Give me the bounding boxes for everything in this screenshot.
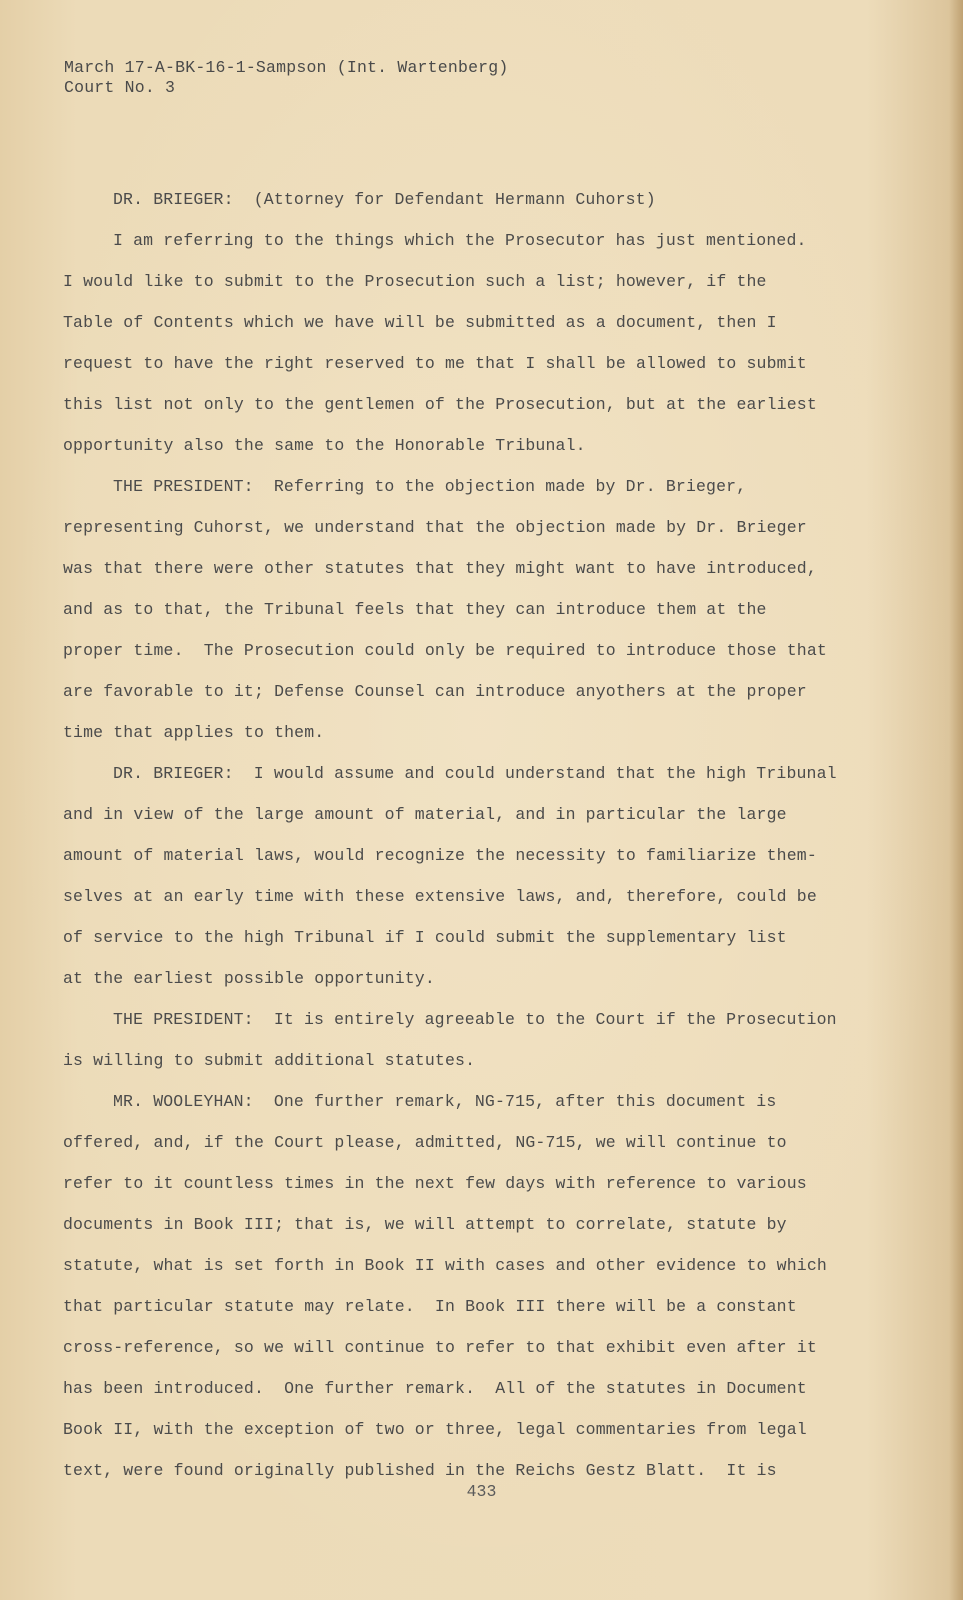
transcript-line: is willing to submit additional statutes. [63,1051,476,1070]
transcript-line: THE PRESIDENT: Referring to the objection made by Dr. Brieger, [113,477,747,496]
transcript-line: proper time. The Prosecution could only be required to introduce those that [63,641,827,660]
transcript-line: opportunity also the same to the Honorable Tribunal. [63,436,586,455]
transcript-line: was that there were other statutes that they might want to have introduced, [63,559,817,578]
transcript-line: representing Cuhorst, we understand that the objection made by Dr. Brieger [63,518,807,537]
transcript-line: I am referring to the things which the Prosecutor has just mentioned. [113,231,807,250]
transcript-line: cross-reference, so we will continue to refer to that exhibit even after it [63,1338,817,1357]
transcript-line: at the earliest possible opportunity. [63,969,435,988]
page-number: 433 [466,1482,497,1501]
transcript-line: of service to the high Tribunal if I could submit the supplementary list [63,928,787,947]
transcript-line: this list not only to the gentlemen of the Prosecution, but at the earliest [63,395,817,414]
transcript-line: I would like to submit to the Prosecution such a list; however, if the [63,272,767,291]
transcript-body [63,179,923,1491]
transcript-line: statute, what is set forth in Book II with cases and other evidence to which [63,1256,827,1275]
transcript-line: offered, and, if the Court please, admitted, NG-715, we will continue to [63,1133,787,1152]
transcript-line: documents in Book III; that is, we will attempt to correlate, statute by [63,1215,787,1234]
transcript-line: Book II, with the exception of two or three, legal commentaries from legal [63,1420,807,1439]
transcript-line: Table of Contents which we have will be submitted as a document, then I [63,313,777,332]
transcript-line: and in view of the large amount of material, and in particular the large [63,805,787,824]
transcript-line: time that applies to them. [63,723,325,742]
transcript-line: DR. BRIEGER: I would assume and could understand that the high Tribunal [113,764,837,783]
document-header [64,58,508,98]
transcript-line: THE PRESIDENT: It is entirely agreeable to the Court if the Prosecution [113,1010,837,1029]
page-edge-shadow [949,0,963,1600]
transcript-line: and as to that, the Tribunal feels that they can introduce them at the [63,600,767,619]
transcript-line: text, were found originally published in the Reichs Gestz Blatt. It is [63,1461,777,1480]
transcript-line: are favorable to it; Defense Counsel can introduce anyothers at the proper [63,682,807,701]
transcript-line: has been introduced. One further remark. All of the statutes in Document [63,1379,807,1398]
transcript-line: amount of material laws, would recognize the necessity to familiarize them- [63,846,817,865]
transcript-line: that particular statute may relate. In Book III there will be a constant [63,1297,797,1316]
transcript-line: refer to it countless times in the next few days with reference to various [63,1174,807,1193]
header-court-line: Court No. 3 [64,78,176,97]
transcript-line: MR. WOOLEYHAN: One further remark, NG-715, after this document is [113,1092,777,1111]
header-reference-line: March 17-A-BK-16-1-Sampson (Int. Wartenberg) [64,58,509,77]
transcript-line: request to have the right reserved to me that I shall be allowed to submit [63,354,807,373]
transcript-line: selves at an early time with these extensive laws, and, therefore, could be [63,887,817,906]
transcript-line: DR. BRIEGER: (Attorney for Defendant Hermann Cuhorst) [113,190,656,209]
